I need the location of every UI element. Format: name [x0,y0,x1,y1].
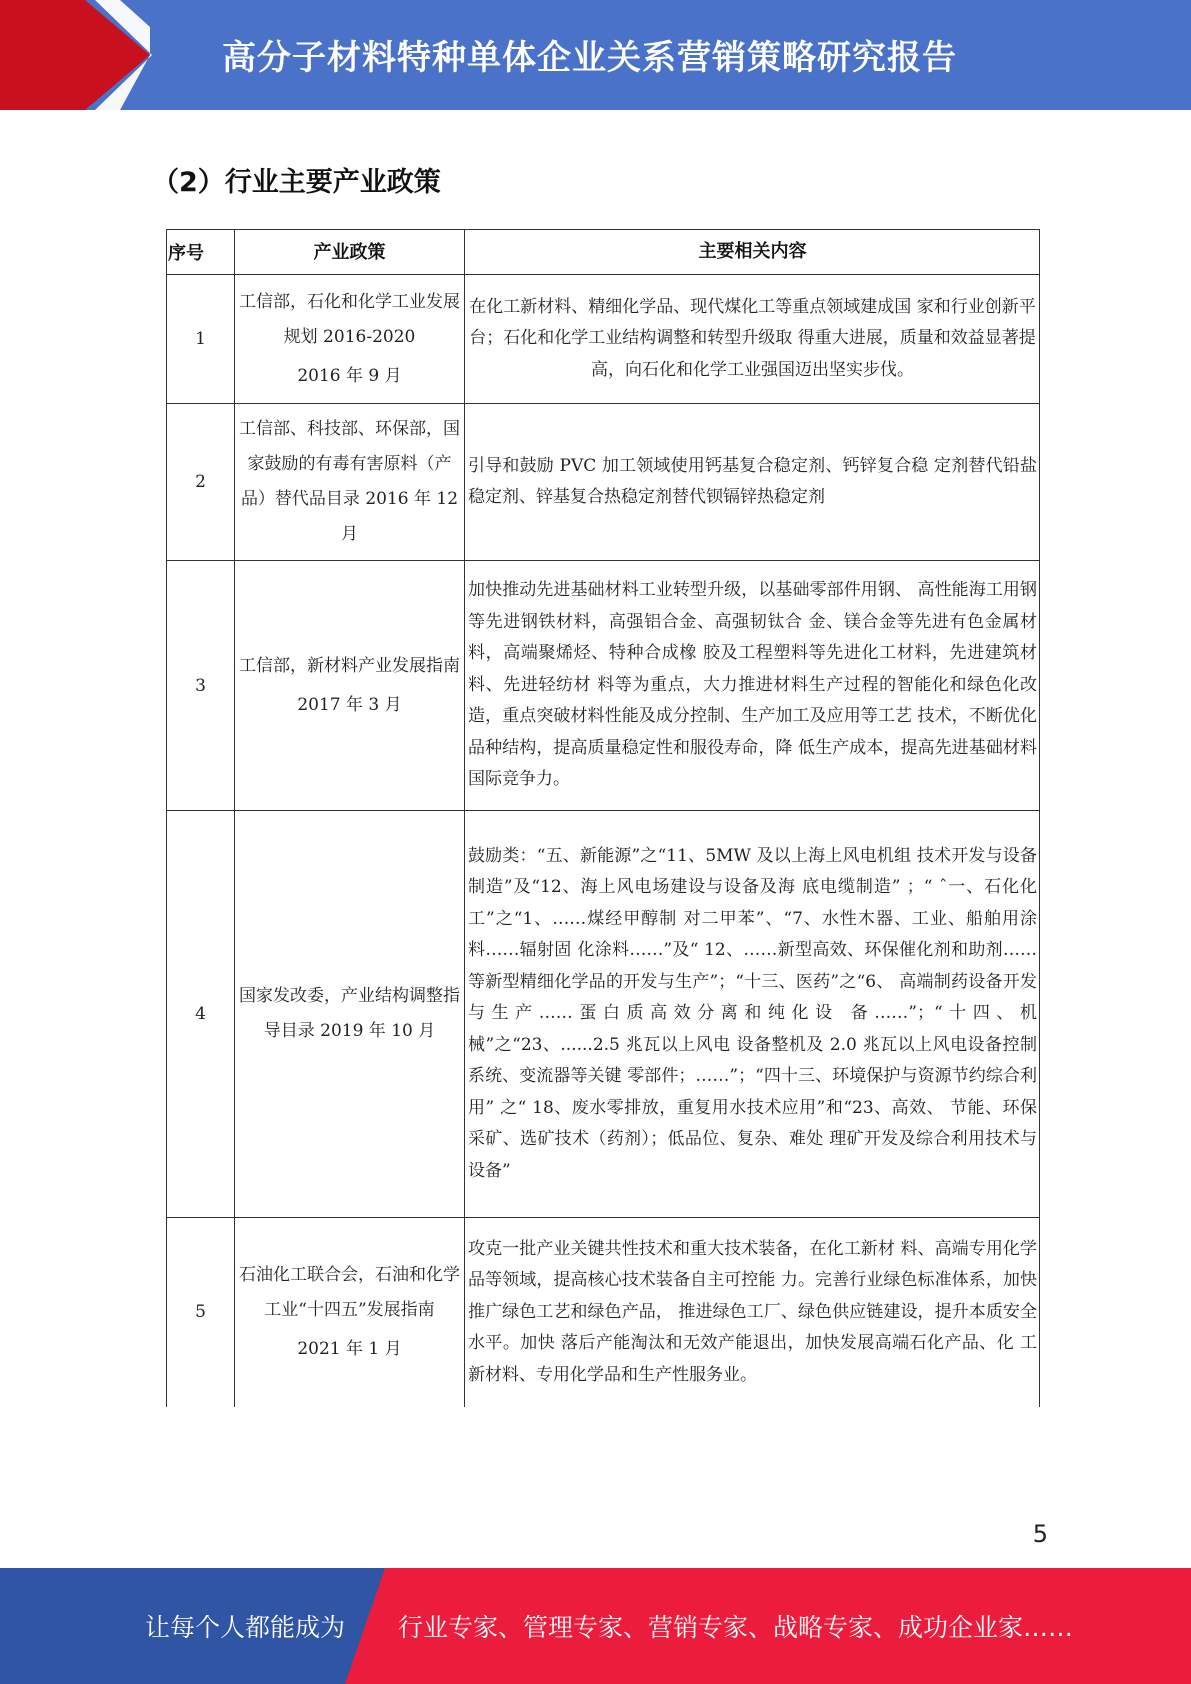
row-content: 引导和鼓励 PVC 加工领域使用钙基复合稳定剂、钙锌复合稳 定剂替代铅盐稳定剂、锌基复合热稳定剂替代钡镉锌热稳定剂 [465,404,1040,561]
table-row [167,275,1040,404]
section-title: （2）行业主要产业政策 [152,167,441,198]
row-content: 攻克一批产业关键共性技术和重大技术装备，在化工新材 料、高端专用化学品等领域，提高核心技术装备自主可控能 力。完善行业绿色标准体系，加快推广绿色工艺和绿色产品， 推进绿色工厂、绿色供应链建设，提升本质安全水平。加快 落后产能淘汰和无效产能退出，加快发展高端石化产品、化 工新材料、专用化学品和生产性服务业。 [465,1218,1040,1407]
table-header-row [167,230,1040,275]
policy-name: 国家发改委，产业结构调整指导目录 2019 年 10 月 [239,986,460,1041]
row-num: 5 [167,1218,235,1407]
table-row [167,1218,1040,1407]
policy-date: 2021 年 1 月 [297,1338,402,1359]
row-num: 2 [167,404,235,561]
policy-date: 2016 年 9 月 [297,365,402,386]
row-policy [235,404,465,561]
row-policy [235,811,465,1218]
header-num: 序号 [167,230,235,275]
row-policy [235,561,465,811]
report-header [0,0,1191,110]
policy-table [166,229,1040,1407]
policy-name: 工信部，新材料产业发展指南 [239,655,460,676]
table-row [167,811,1040,1218]
header-policy: 产业政策 [235,230,465,275]
row-policy [235,275,465,404]
footer-slogan-right: 行业专家、管理专家、营销专家、战略专家、成功企业家…… [398,1613,1074,1642]
policy-name: 石油化工联合会，石油和化学工业“十四五”发展指南 [239,1264,460,1320]
row-content: 加快推动先进基础材料工业转型升级，以基础零部件用钢、 高性能海工用钢等先进钢铁材料，高强铝合金、高强韧钛合 金、镁合金等先进有色金属材料，高端聚烯烃、特种合成橡 胶及工程塑料等先进化工材料，先进建筑材料、先进轻纺材 料等为重点，大力推进材料生产过程的智能化和绿色化改 造，重点突破材料性能及成分控制、生产加工及应用等工艺 技术，不断优化品种结构，提高质量稳定性和服役寿命，降 低生产成本，提高先进基础材料国际竞争力。 [465,561,1040,811]
table-row [167,404,1040,561]
report-title: 高分子材料特种单体企业关系营销策略研究报告 [222,38,957,78]
header-content: 主要相关内容 [465,230,1040,275]
report-footer [0,1568,1191,1684]
policy-date: 2017 年 3 月 [297,694,402,715]
table-row [167,561,1040,811]
row-policy [235,1218,465,1407]
policy-name: 工信部，石化和化学工业发展规划 2016-2020 [239,291,460,347]
policy-name: 工信部、科技部、环保部，国家鼓励的有毒有害原料（产品）替代品目录 2016 年 12 月 [239,419,460,544]
row-num: 1 [167,275,235,404]
footer-slogan-left: 让每个人都能成为 [145,1613,346,1642]
row-content: 鼓励类：“五、新能源”之“11、5MW 及以上海上风电机组 技术开发与设备制造”及“12、海上风电场建设与设备及海 底电缆制造” ；“ ˆ一、石化化工”之“1、……煤经甲醇制 对二甲苯”、“7、水性木器、工业、船舶用涂料……辐射固 化涂料……”及“ 12、……新型高效、环保催化剂和助剂…… 等新型精细化学品的开发与生产”；“十三、医药”之“6、 高端制药设备开发与生产……蛋白质高效分离和纯化设 备……”；“十四、机械”之“23、......2.5 兆瓦以上风电 设备整机及 2.0 兆瓦以上风电设备控制系统、变流器等关键 零部件；……”；“四十三、环境保护与资源节约综合利用” 之“ 18、废水零排放，重复用水技术应用”和“23、高效、 节能、环保采矿、选矿技术（药剂）；低品位、复杂、难处 理矿开发及综合利用技术与设备” [465,811,1040,1218]
row-content: 在化工新材料、精细化学品、现代煤化工等重点领域建成国 家和行业创新平台；石化和化学工业结构调整和转型升级取 得重大进展，质量和效益显著提高，向石化和化学工业强国迈出坚实步伐。 [465,275,1040,404]
row-num: 4 [167,811,235,1218]
page-number: 5 [1032,1520,1048,1548]
row-num: 3 [167,561,235,811]
